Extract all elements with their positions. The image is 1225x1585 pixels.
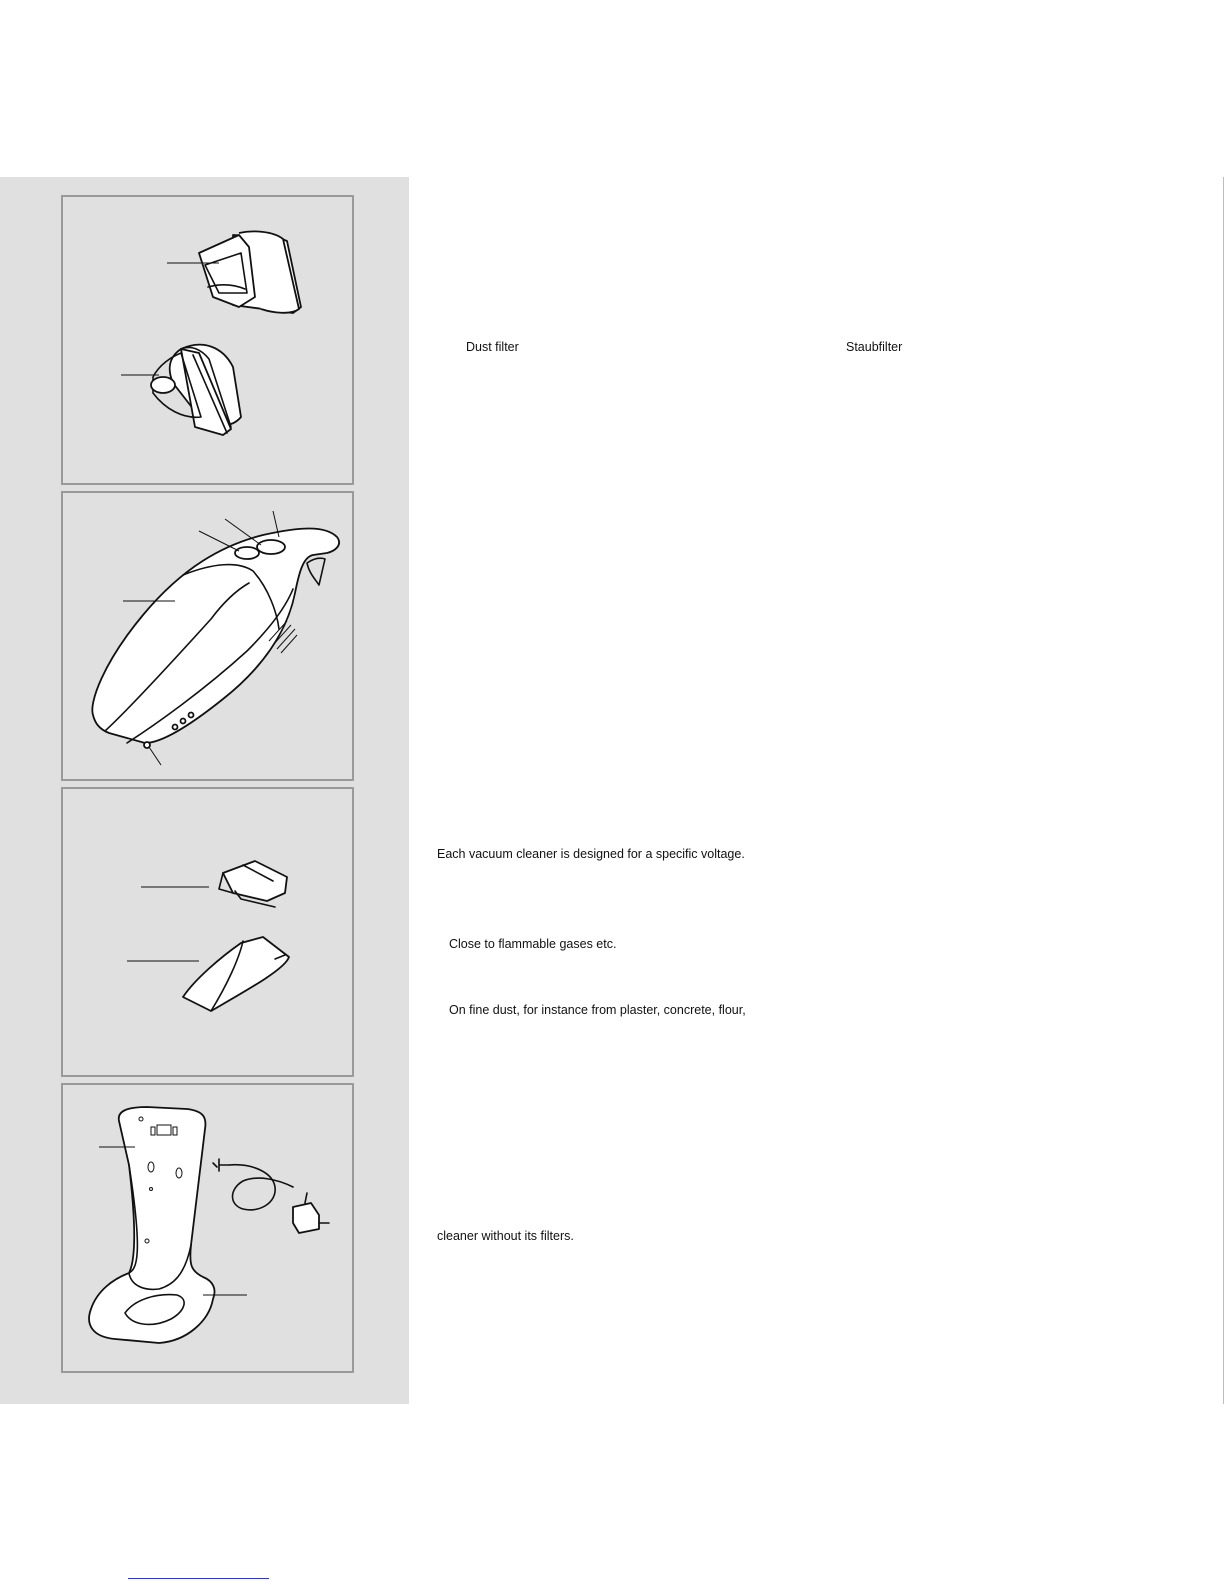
callout-line-button-1 xyxy=(199,531,239,551)
panel-charger xyxy=(61,1083,354,1373)
handheld-vacuum-illustration xyxy=(63,493,352,779)
charger-adapter xyxy=(213,1159,329,1233)
charging-stand xyxy=(89,1107,214,1343)
crevice-nozzle xyxy=(219,861,287,907)
dust-filter-label-de: Staubfilter xyxy=(846,340,903,354)
panel-vacuum xyxy=(61,491,354,781)
filters-note: cleaner without its filters. xyxy=(437,1229,574,1243)
dust-filters-illustration xyxy=(63,197,352,483)
dust-filter-label-en: Dust filter xyxy=(466,340,519,354)
illustration-sidebar xyxy=(0,177,409,1404)
panel-filters xyxy=(61,195,354,485)
charging-stand-illustration xyxy=(63,1085,352,1371)
panel-nozzles xyxy=(61,787,354,1077)
warning-flammable-gases: Close to flammable gases etc. xyxy=(449,937,617,951)
release-button xyxy=(257,540,285,554)
brush-nozzle xyxy=(183,937,289,1011)
callout-line-contact xyxy=(149,747,161,765)
filter-upper xyxy=(199,231,301,313)
nozzles-illustration xyxy=(63,789,352,1075)
voltage-note: Each vacuum cleaner is designed for a specific voltage. xyxy=(437,847,745,861)
footer-link-underline[interactable] xyxy=(128,1578,269,1579)
page-edge-line xyxy=(1223,177,1224,1404)
power-button xyxy=(235,547,259,559)
warning-fine-dust: On fine dust, for instance from plaster, concrete, flour, xyxy=(449,1003,746,1017)
filter-lower xyxy=(151,345,241,435)
